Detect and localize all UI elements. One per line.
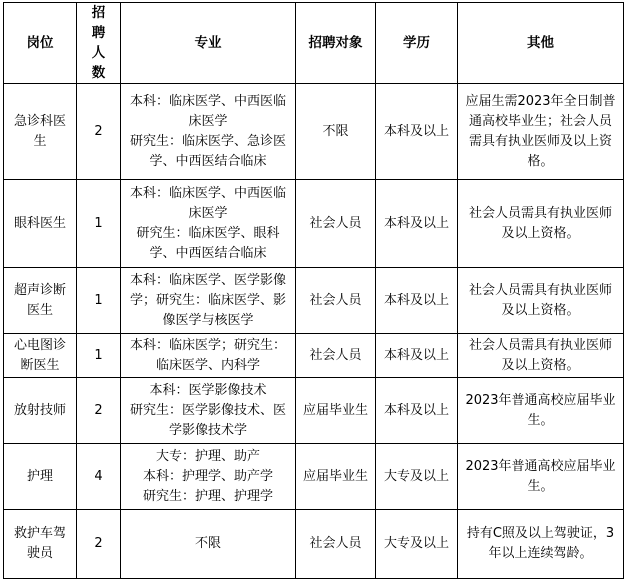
cell-education: 本科及以上 [376,268,458,334]
cell-major: 本科：临床医学；研究生：临床医学、内科学 [121,334,296,378]
cell-target: 社会人员 [296,180,376,268]
cell-count: 1 [77,268,121,334]
major-line: 本科：医学影像技术 研究生：医学影像技术、医学影像技术学 [129,382,286,438]
cell-major: 不限 [121,510,296,579]
table-row [4,334,624,378]
table-row [4,84,624,180]
cell-other: 应届生需2023年全日制普通高校毕业生；社会人员需具有执业医师及以上资格。 [458,84,624,180]
cell-position: 心电图诊断医生 [4,334,77,378]
cell-education: 本科及以上 [376,334,458,378]
cell-major [121,378,296,444]
cell-other: 2023年普通高校应届毕业生。 [458,444,624,510]
cell-target: 社会人员 [296,510,376,579]
cell-other: 社会人员需具有执业医师及以上资格。 [458,334,624,378]
cell-position: 超声诊断医生 [4,268,77,334]
header-target: 招聘对象 [296,3,376,84]
table-row [4,268,624,334]
cell-target: 社会人员 [296,334,376,378]
header-count: 招聘人数 [77,3,121,84]
cell-count: 1 [77,334,121,378]
table-row [4,444,624,510]
cell-position: 护理 [4,444,77,510]
header-row [4,3,624,84]
table-row [4,510,624,579]
table-row [4,378,624,444]
recruitment-table [3,2,624,579]
cell-other: 社会人员需具有执业医师及以上资格。 [458,268,624,334]
header-other: 其他 [458,3,624,84]
major-line: 大专：护理、助产 本科：护理学、助产学 研究生：护理、护理学 [142,448,273,504]
header-major: 专业 [121,3,296,84]
cell-education: 本科及以上 [376,378,458,444]
cell-count: 2 [77,510,121,579]
cell-education: 大专及以上 [376,444,458,510]
cell-target: 应届毕业生 [296,378,376,444]
cell-other: 2023年普通高校应届毕业生。 [458,378,624,444]
cell-education: 本科及以上 [376,180,458,268]
cell-target: 应届毕业生 [296,444,376,510]
header-education: 学历 [376,3,458,84]
cell-count: 4 [77,444,121,510]
cell-major: 本科：临床医学、医学影像学；研究生：临床医学、影像医学与核医学 [121,268,296,334]
cell-other: 社会人员需具有执业医师及以上资格。 [458,180,624,268]
major-line: 本科：临床医学、中西医临床医学 研究生：临床医学、急诊医学、中西医结合临床 [129,93,286,169]
table-row [4,180,624,268]
header-position: 岗位 [4,3,77,84]
cell-count: 2 [77,378,121,444]
cell-education: 大专及以上 [376,510,458,579]
cell-major [121,84,296,180]
major-line: 本科：临床医学、中西医临床医学 研究生：临床医学、眼科学、中西医结合临床 [129,185,286,261]
cell-position: 急诊科医生 [4,84,77,180]
cell-major [121,444,296,510]
cell-position: 放射技师 [4,378,77,444]
cell-major [121,180,296,268]
cell-target: 不限 [296,84,376,180]
cell-education: 本科及以上 [376,84,458,180]
cell-position: 救护车驾驶员 [4,510,77,579]
cell-position: 眼科医生 [4,180,77,268]
cell-count: 1 [77,180,121,268]
cell-other: 持有C照及以上驾驶证，3年以上连续驾龄。 [458,510,624,579]
cell-target: 社会人员 [296,268,376,334]
cell-count: 2 [77,84,121,180]
